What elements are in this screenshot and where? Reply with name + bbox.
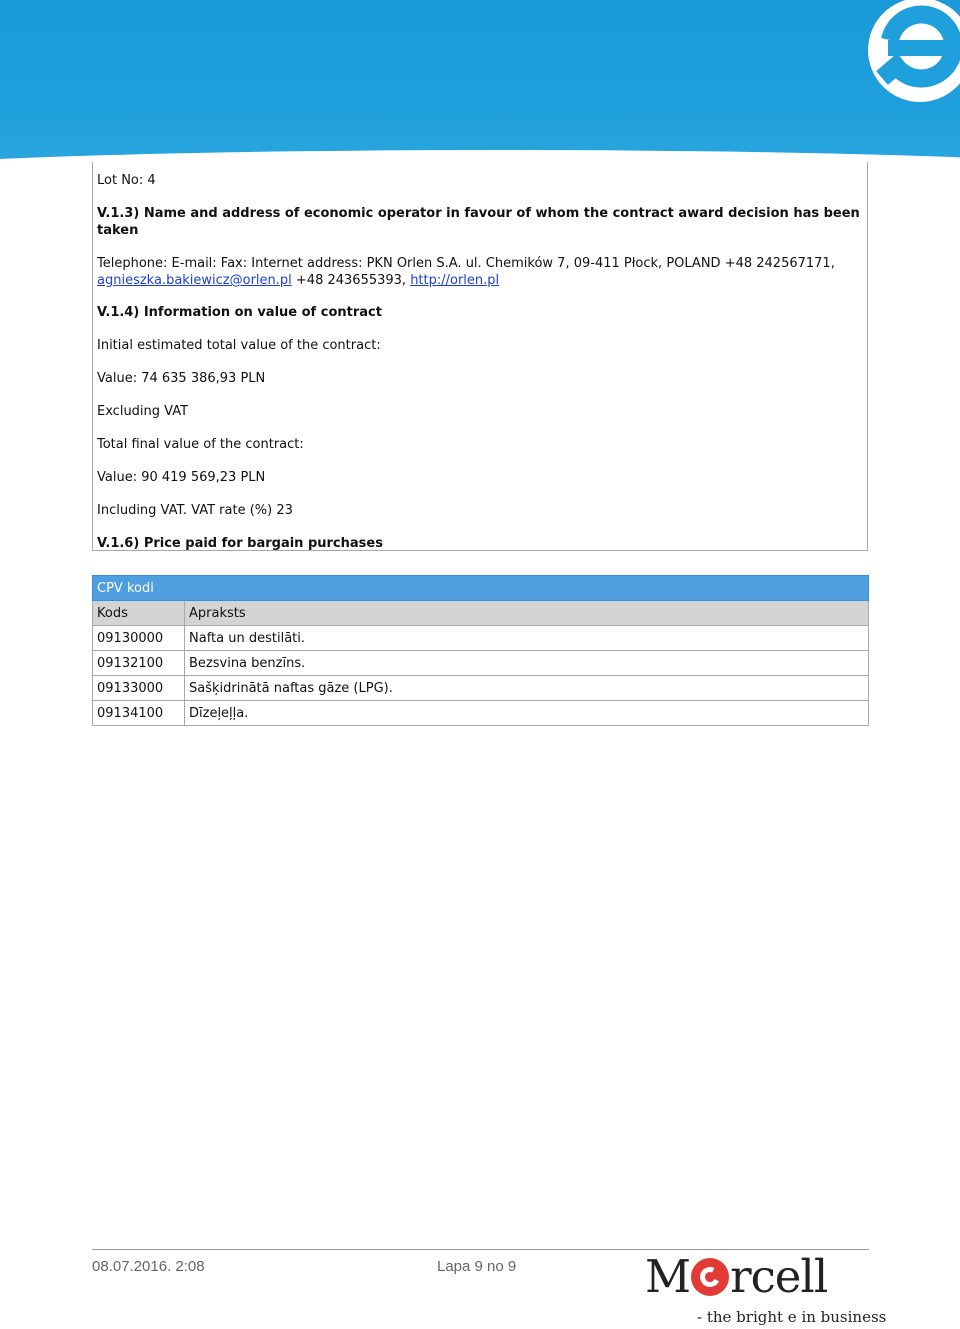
table-row — [93, 701, 869, 726]
table-row — [93, 676, 869, 701]
initial-value-label: Initial estimated total value of the contract: — [97, 338, 381, 353]
final-value-label: Total final value of the contract: — [97, 437, 304, 452]
cpv-description: Nafta un destilāti. — [185, 626, 869, 651]
logo-text-m: M — [645, 1250, 691, 1303]
cpv-table — [92, 575, 869, 726]
column-header-code: Kods — [93, 601, 185, 626]
table-row — [93, 651, 869, 676]
logo-text-rcell: rcell — [730, 1250, 828, 1303]
marcell-logo — [645, 1250, 845, 1303]
footer-page-number: Lapa 9 no 9 — [437, 1258, 517, 1275]
cpv-column-header-row — [93, 601, 869, 626]
address-text: Telephone: E-mail: Fax: Internet address: PKN Orlen S.A. ul. Chemików 7, 09-411 Płock, POLAND +48 242567171, — [97, 256, 835, 271]
header-banner — [0, 0, 960, 162]
cpv-description: Bezsvina benzīns. — [185, 651, 869, 676]
footer-date: 08.07.2016. 2:08 — [92, 1258, 205, 1275]
cpv-description: Dīzeļeļļa. — [185, 701, 869, 726]
cpv-code: 09134100 — [93, 701, 185, 726]
initial-value: Value: 74 635 386,93 PLN — [97, 371, 266, 386]
cpv-code: 09130000 — [93, 626, 185, 651]
cpv-code: 09133000 — [93, 676, 185, 701]
including-vat: Including VAT. VAT rate (%) 23 — [97, 503, 293, 518]
section-v13-heading: V.1.3) Name and address of economic operator in favour of whom the contract award decision has been taken — [97, 206, 860, 238]
cpv-table-title-row — [93, 576, 869, 601]
operator-address — [97, 255, 863, 289]
contract-details-box — [92, 162, 868, 551]
final-value: Value: 90 419 569,23 PLN — [97, 470, 266, 485]
cpv-code: 09132100 — [93, 651, 185, 676]
section-v16-heading: V.1.6) Price paid for bargain purchases — [97, 536, 383, 551]
cpv-table-title: CPV kodi — [93, 576, 869, 601]
e-logo-icon — [820, 0, 960, 110]
column-header-description: Apraksts — [185, 601, 869, 626]
table-row — [93, 626, 869, 651]
email-link[interactable]: agnieszka.bakiewicz@orlen.pl — [97, 273, 292, 288]
banner-curve — [0, 150, 960, 162]
logo-e-icon — [691, 1258, 729, 1296]
excluding-vat: Excluding VAT — [97, 404, 189, 419]
phone-text: +48 243655393, — [291, 273, 411, 288]
website-link[interactable]: http://orlen.pl — [410, 273, 500, 288]
section-v14-heading: V.1.4) Information on value of contract — [97, 305, 382, 320]
cpv-description: Sašķidrinātā naftas gāze (LPG). — [185, 676, 869, 701]
logo-tagline: - the bright e in business — [697, 1308, 887, 1326]
lot-number: Lot No: 4 — [97, 173, 156, 188]
